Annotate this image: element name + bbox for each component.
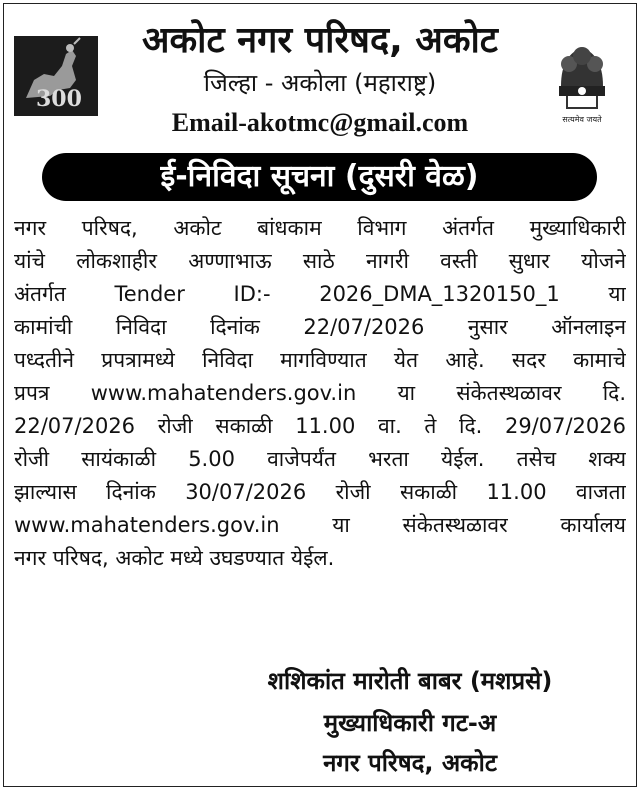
notice-line: नगर परिषद, अकोट मध्ये उघडण्यात येईल. (14, 546, 335, 570)
notice-line: 22/07/2026 रोजी सकाळी 11.00 वा. ते दि. 29/07/2026 (14, 414, 626, 438)
notice-line: कामांची निविदा दिनांक 22/07/2026 नुसार ऑनलाइन (14, 315, 626, 339)
council-title: अकोट नगर परिषद, अकोट (142, 20, 498, 61)
logo-number: 300 (36, 86, 82, 112)
notice-body (14, 212, 626, 575)
district-line: जिल्हा - अकोला (महाराष्ट्र) (203, 69, 437, 97)
notice-line: झाल्यास दिनांक 30/07/2026 रोजी सकाळी 11.00 वाजता (14, 480, 626, 504)
signatory-post: मुख्याधिकारी गट-अ (323, 709, 497, 737)
notice-line: अंतर्गत Tender ID:- 2026_DMA_1320150_1 या (14, 282, 626, 306)
notice-heading-banner: ई-निविदा सूचना (दुसरी वेळ) (42, 153, 597, 201)
national-emblem-icon (547, 34, 617, 126)
notice-line: www.mahatenders.gov.in या संकेतस्थळावर कार्यालय (14, 513, 626, 537)
municipal-logo (14, 36, 98, 116)
email-line: Email-akotmc@gmail.com (171, 108, 469, 137)
notice-line: नगर परिषद, अकोट बांधकाम विभाग अंतर्गत मुख्याधिकारी (14, 216, 626, 240)
notice-line: यांचे लोकशाहीर अण्णाभाऊ साठे नागरी वस्ती सुधार योजने (14, 249, 626, 273)
notice-line: पध्दतीने प्रपत्रामध्ये निविदा मागविण्यात येत आहे. सदर कामाचे (14, 348, 626, 372)
signatory-office: नगर परिषद, अकोट (323, 749, 497, 777)
notice-line: रोजी सायंकाळी 5.00 वाजेपर्यंत भरता येईल. तसेच शक्य (14, 447, 626, 471)
signatory-name: शशिकांत मारोती बाबर (मशप्रसे) (267, 667, 553, 695)
notice-line: प्रपत्र www.mahatenders.gov.in या संकेतस्थळावर दि. (14, 381, 626, 405)
emblem-motto: सत्यमेव जयते (562, 115, 602, 124)
